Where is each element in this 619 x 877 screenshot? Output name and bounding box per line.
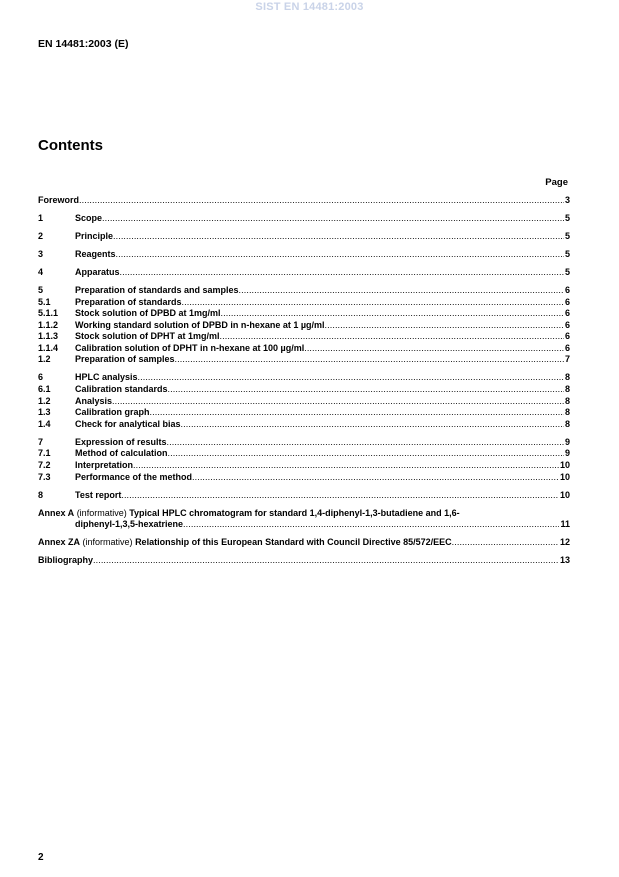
toc-entry-page: 5: [564, 266, 570, 277]
annex-za-title: Relationship of this European Standard with Council Directive 85/572/EEC: [135, 537, 452, 548]
toc-entry[interactable]: [38, 437, 570, 449]
toc-entry[interactable]: [38, 195, 570, 207]
leader-dots: [112, 396, 564, 408]
toc-entry[interactable]: [38, 308, 570, 320]
page-column-label: Page: [545, 177, 568, 188]
toc-entry-page: 5: [564, 230, 570, 241]
toc-entry-title: Reagents: [75, 248, 116, 259]
toc-entry-page: 9: [564, 436, 570, 447]
toc-entry[interactable]: [38, 343, 570, 355]
document-id: EN 14481:2003 (E): [38, 38, 129, 50]
toc-entry[interactable]: [38, 297, 570, 309]
toc-entry-page: 10: [559, 460, 570, 471]
contents-heading: Contents: [38, 137, 103, 154]
bibliography-page: 13: [559, 555, 570, 566]
toc-entry-title: Interpretation: [75, 460, 134, 471]
toc-entry-number: 1.1.3: [38, 331, 59, 342]
toc-entry[interactable]: [38, 448, 570, 460]
toc-entry-page: 3: [564, 195, 570, 205]
leader-dots: [138, 372, 564, 384]
toc-entry-page: 6: [564, 331, 570, 342]
toc-entry-title: Check for analytical bias: [75, 418, 181, 429]
leader-dots: [239, 285, 564, 297]
toc-entry-number: 1.1.2: [38, 319, 59, 330]
leader-dots: [183, 519, 559, 531]
toc-entry-title: Foreword: [38, 195, 80, 205]
toc-entry-page: 5: [564, 248, 570, 259]
toc-entry[interactable]: [38, 396, 570, 408]
toc-entry-page: 8: [564, 407, 570, 418]
toc-entry-title: Calibration solution of DPHT in n-hexane at 100 µg/ml: [75, 342, 305, 353]
toc-entry-number: 1: [38, 212, 44, 223]
toc-entry-annex-a[interactable]: [38, 508, 570, 531]
leader-dots: [182, 297, 564, 309]
toc-entry-page: 6: [564, 342, 570, 353]
leader-dots: [150, 407, 564, 419]
toc-entry-number: 7.2: [38, 460, 51, 471]
toc-entry[interactable]: [38, 407, 570, 419]
toc-entry-title: Preparation of standards: [75, 296, 182, 307]
leader-dots: [325, 320, 564, 332]
toc-entry-number: 1.1.4: [38, 342, 59, 353]
toc-entry-title: Working standard solution of DPBD in n-hexane at 1 µg/ml: [75, 319, 325, 330]
toc-entry-title: Stock solution of DPHT at 1mg/ml: [75, 331, 220, 342]
leader-dots: [167, 437, 564, 449]
table-of-contents: [38, 195, 570, 567]
toc-entry-page: 8: [564, 395, 570, 406]
toc-entry-page: 8: [564, 384, 570, 395]
page-number: 2: [38, 852, 44, 863]
toc-entry-title: Calibration standards: [75, 384, 168, 395]
toc-entry-title: HPLC analysis: [75, 372, 138, 383]
toc-entry-page: 6: [564, 319, 570, 330]
annex-a-page: 11: [560, 519, 570, 530]
toc-entry-page: 10: [559, 489, 570, 500]
leader-dots: [121, 490, 559, 502]
toc-entry-number: 1.2: [38, 354, 51, 365]
toc-entry-number: 7.3: [38, 471, 51, 482]
watermark: SIST EN 14481:2003: [255, 1, 364, 13]
toc-entry-page: 8: [564, 372, 570, 383]
leader-dots: [116, 249, 564, 261]
toc-entry-number: 1.2: [38, 395, 51, 406]
leader-dots: [168, 384, 564, 396]
toc-entry-number: 3: [38, 248, 44, 259]
leader-dots: [102, 213, 564, 225]
toc-entry-title: Analysis: [75, 395, 113, 406]
toc-entry-page: 7: [564, 354, 570, 365]
toc-entry-title: Preparation of samples: [75, 354, 175, 365]
toc-entry[interactable]: [38, 320, 570, 332]
annex-za-label: Annex ZA: [38, 537, 81, 548]
leader-dots: [221, 308, 564, 320]
toc-entry[interactable]: [38, 384, 570, 396]
leader-dots: [175, 354, 564, 366]
leader-dots: [181, 419, 564, 431]
toc-entry-number: 1.3: [38, 407, 51, 418]
toc-entry-number: 8: [38, 489, 44, 500]
leader-dots: [304, 343, 564, 355]
toc-entry-number: 2: [38, 230, 44, 241]
toc-entry-page: 5: [564, 212, 570, 223]
annex-za-type: (informative): [82, 537, 133, 548]
bibliography-title: Bibliography: [38, 555, 94, 566]
toc-entry-number: 4: [38, 266, 44, 277]
toc-entry[interactable]: [38, 490, 570, 502]
toc-entry-annex-za[interactable]: [38, 537, 570, 549]
toc-entry[interactable]: [38, 331, 570, 343]
toc-entry-page: 6: [564, 284, 570, 295]
toc-entry-title: Expression of results: [75, 436, 167, 447]
toc-entry-number: 6.1: [38, 384, 51, 395]
leader-dots: [192, 472, 559, 484]
toc-entry-page: 10: [559, 471, 570, 482]
toc-entry-number: 1.4: [38, 418, 51, 429]
annex-za-page: 12: [559, 537, 570, 548]
toc-entry[interactable]: [38, 213, 570, 225]
toc-entry-page: 9: [564, 448, 570, 459]
toc-entry-page: 8: [564, 418, 570, 429]
toc-entry[interactable]: [38, 285, 570, 297]
leader-dots: [220, 331, 564, 343]
toc-entry[interactable]: [38, 249, 570, 261]
toc-entry[interactable]: [38, 472, 570, 484]
toc-entry[interactable]: [38, 460, 570, 472]
toc-entry[interactable]: [38, 231, 570, 243]
toc-entry-title: Stock solution of DPBD at 1mg/ml: [75, 308, 221, 319]
leader-dots: [168, 448, 564, 460]
toc-entry-number: 6: [38, 372, 44, 383]
toc-entry-title: Apparatus: [75, 266, 120, 277]
leader-dots: [120, 267, 564, 279]
toc-entry-page: 6: [564, 308, 570, 319]
toc-entry-title: Calibration graph: [75, 407, 150, 418]
toc-entry-number: 5: [38, 284, 44, 295]
leader-dots: [452, 537, 559, 549]
leader-dots: [79, 195, 564, 207]
toc-entry-title: Scope: [75, 212, 103, 223]
toc-entry-title: Principle: [75, 230, 114, 241]
toc-entry-title: Preparation of standards and samples: [75, 284, 239, 295]
toc-entry-title: Performance of the method: [75, 471, 193, 482]
toc-entry[interactable]: [38, 372, 570, 384]
toc-entry-title: Method of calculation: [75, 448, 168, 459]
annex-a-title-line1: Typical HPLC chromatogram for standard 1,4-diphenyl-1,3-butadiene and 1,6-: [129, 507, 460, 518]
toc-entry[interactable]: [38, 354, 570, 366]
toc-entry-title: Test report: [75, 489, 122, 500]
toc-entry[interactable]: [38, 419, 570, 431]
toc-entry[interactable]: [38, 267, 570, 279]
annex-a-type: (informative): [76, 507, 127, 518]
annex-a-title-line2: diphenyl-1,3,5-hexatriene: [75, 519, 184, 530]
toc-entry-page: 6: [564, 296, 570, 307]
toc-entry-number: 5.1: [38, 296, 51, 307]
leader-dots: [133, 460, 559, 472]
leader-dots: [113, 231, 564, 243]
toc-entry-number: 7.1: [38, 448, 51, 459]
toc-entry-bibliography[interactable]: [38, 555, 570, 567]
toc-entry-number: 7: [38, 436, 44, 447]
leader-dots: [93, 555, 559, 567]
annex-a-label: Annex A: [38, 507, 75, 518]
toc-entry-number: 5.1.1: [38, 308, 59, 319]
